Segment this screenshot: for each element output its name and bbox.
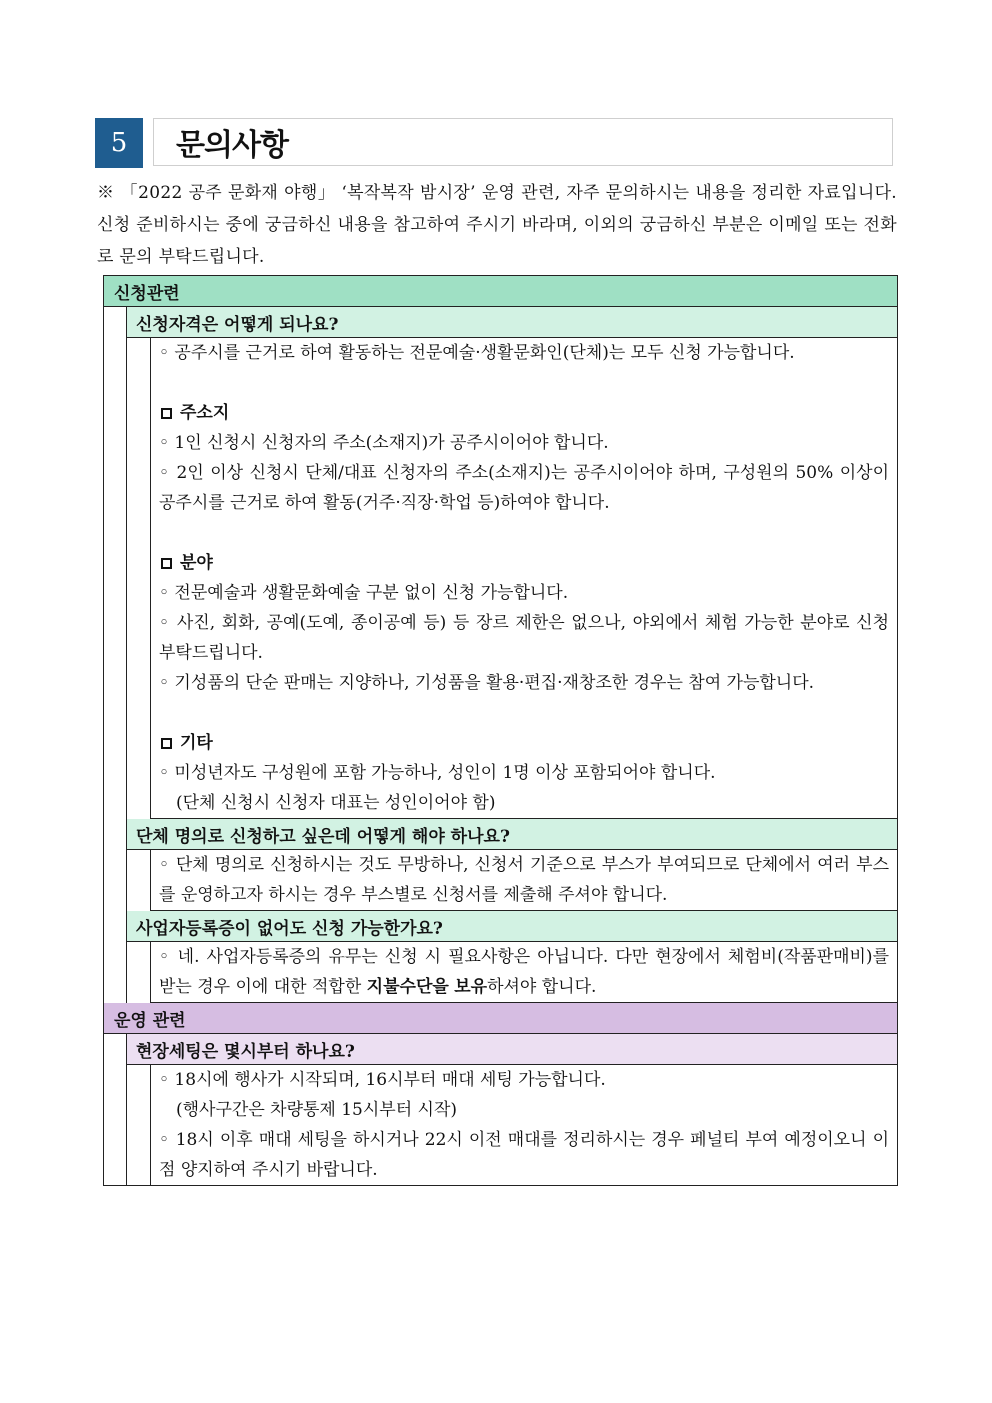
question-business-registration: 사업자등록증이 없어도 신청 가능한가요? [127, 911, 897, 942]
category-application: 신청관련 [104, 276, 897, 307]
question-eligibility: 신청자격은 어떻게 되나요? [127, 307, 897, 338]
answer-setup-time [150, 1065, 897, 1185]
faq-table [103, 275, 898, 1186]
answer-text: ◦ 기성품의 단순 판매는 지양하나, 기성품을 활용·편집·재창조한 경우는 참여 가능합니다. [159, 673, 815, 693]
emphasis-text: 지불수단을 [366, 977, 449, 997]
answer-note: (단체 신청시 신청자 대표는 성인이어야 함) [176, 793, 496, 813]
checkbox-square-icon [161, 558, 172, 569]
section-number: 5 [95, 118, 143, 168]
section-title: 문의사항 [153, 118, 893, 166]
answer-text: ◦ 1인 신청시 신청자의 주소(소재지)가 공주시이어야 합니다. [159, 433, 609, 453]
checkbox-square-icon [161, 408, 172, 419]
intro-paragraph: ※ 「2022 공주 문화재 야행」 ‘복작복작 밤시장’ 운영 관련, 자주 문의하시는 내용을 정리한 자료입니다. 신청 준비하시는 중에 궁금하신 내용을 참고하여 주시기 바라며, 이외의 궁금하신 부분은 이메일 또는 전화로 문의 부탁드립니다. [97, 183, 897, 267]
category-operation-body [126, 1034, 897, 1185]
emphasis-text: 보유 [454, 977, 488, 997]
answer-text: ◦ 사진, 회화, 공예(도예, 종이공예 등) 등 장르 제한은 없으나, 야외에서 체험 가능한 분야로 신청 부탁드립니다. [159, 613, 889, 663]
category-application-body [126, 307, 897, 1003]
answer-text: ◦ 2인 이상 신청시 단체/대표 신청자의 주소(소재지)는 공주시이어야 하며, 구성원의 50% 이상이 공주시를 근거로 하여 활동(거주·직장·학업 등)하여야 합니다. [159, 463, 889, 513]
category-operation: 운영 관련 [104, 1003, 897, 1034]
subheading-etc: 기타 [159, 728, 889, 758]
answer-text: ◦ 18시에 행사가 시작되며, 16시부터 매대 세팅 가능합니다. [159, 1070, 606, 1090]
answer-text: ◦ 18시 이후 매대 세팅을 하시거나 22시 이전 매대를 정리하시는 경우 페널티 부여 예정이오니 이 점 양지하여 주시기 바랍니다. [159, 1130, 889, 1180]
subheading-address: 주소지 [159, 398, 889, 428]
answer-eligibility [150, 338, 897, 819]
answer-business-registration [150, 942, 897, 1003]
answer-text: ◦ 단체 명의로 신청하시는 것도 무방하나, 신청서 기준으로 부스가 부여되므로 단체에서 여러 부스를 운영하고자 하시는 경우 부스별로 신청서를 제출해 주셔야 합니다. [159, 855, 889, 905]
subheading-field: 분야 [159, 548, 889, 578]
checkbox-square-icon [161, 738, 172, 749]
answer-text: ◦ 전문예술과 생활문화예술 구분 없이 신청 가능합니다. [159, 583, 569, 603]
answer-group-application [150, 850, 897, 911]
question-group-application: 단체 명의로 신청하고 싶은데 어떻게 해야 하나요? [127, 819, 897, 850]
answer-text: ◦ 미성년자도 구성원에 포함 가능하나, 성인이 1명 이상 포함되어야 합니다. [159, 763, 716, 783]
answer-text: ◦ 네. 사업자등록증의 유무는 신청 시 필요사항은 아닙니다. 다만 현장에서 체험비(작품판매비)를 받는 경우 이에 대한 적합한 지불수단을 보유하셔야 합니다. [159, 947, 889, 997]
answer-note: (행사구간은 차량통제 15시부터 시작) [176, 1100, 458, 1120]
section-header [95, 118, 893, 168]
answer-text: ◦ 공주시를 근거로 하여 활동하는 전문예술·생활문화인(단체)는 모두 신청 가능합니다. [159, 343, 795, 363]
question-setup-time: 현장세팅은 몇시부터 하나요? [127, 1034, 897, 1065]
